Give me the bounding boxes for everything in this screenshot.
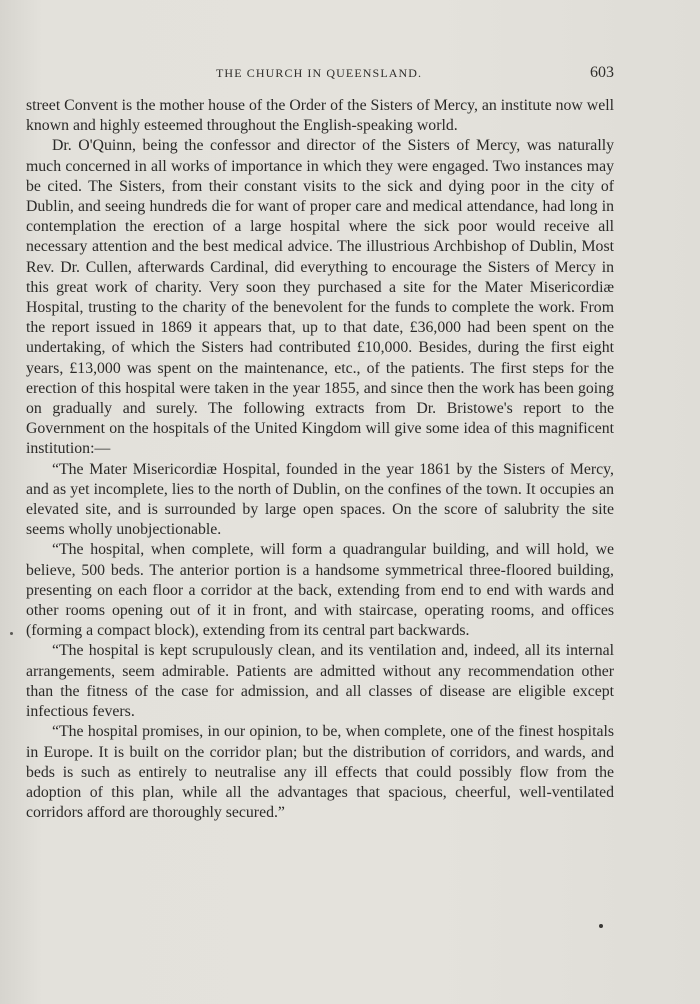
paragraph-quote-founding: “The Mater Misericordiæ Hospital, founded in the year 1861 by the Sisters of Mercy, and as yet incomplete, lies to the north of Dublin, on the confines of the town. It occupies an elevated site, and is surrounded by large open spaces. On the score of salubrity the site seems wholly unobjectionable. [26,460,614,539]
paragraph-continuation: street Convent is the mother house of the Order of the Sisters of Mercy, an institute now well known and highly esteemed throughout the English-speaking world. [26,97,614,135]
page-number: 603 [590,64,614,81]
body-text [26,96,614,823]
margin-speck [10,632,13,635]
paragraph-quote-promise: “The hospital promises, in our opinion, to be, when complete, one of the finest hospitals in Europe. It is built on the corridor plan; but the distribution of corridors, and wards, and beds is such as entirely to neutralise any ill effects that could possibly flow from the adoption of this plan, while all the advantages that spacious, cheerful, well-ventilated corridors afford are thoroughly secured.” [26,723,614,822]
paragraph-quote-cleanliness: “The hospital is kept scrupulously clean, and its ventilation and, indeed, all its internal arrangements, seem admirable. Patients are admitted without any recommendation other than the fitness of the case for admission, and all classes of disease are eligible except infectious fevers. [26,642,614,721]
paragraph-quote-building: “The hospital, when complete, will form a quadrangular building, and will hold, we believe, 500 beds. The anterior portion is a handsome symmetrical three-floored building, presenting on each floor a corridor at the back, extending from end to end with wards and other rooms opening out of it in front, and with staircase, operating rooms, and offices (forming a compact block), extending from its central part backwards. [26,541,614,640]
page-header [26,64,614,84]
running-head: THE CHURCH IN QUEENSLAND. [216,66,423,80]
footer-speck [599,924,603,928]
paragraph-oquinn: Dr. O'Quinn, being the confessor and director of the Sisters of Mercy, was naturally much concerned in all works of importance in which they were engaged. Two instances may be cited. The Sisters, from their constant visits to the sick and dying poor in the city of Dublin, and seeing hundreds die for want of proper care and medical attendance, had long in contemplation the erection of a large hospital where the sick poor would receive all necessary attention and the best medical advice. The illustrious Archbishop of Dublin, Most Rev. Dr. Cullen, afterwards Cardinal, did everything to encourage the Sisters of Mercy in this great work of charity. Very soon they purchased a site for the Mater Misericordiæ Hospital, trusting to the charity of the benevolent for the funds to complete the work. From the report issued in 1869 it appears that, up to that date, £36,000 had been spent on the undertaking, of which the Sisters had contributed £10,000. Besides, during the first eight years, £13,000 was spent on the maintenance, etc., of the patients. The first steps for the erection of this hospital were taken in the year 1855, and since then the work has been going on gradually and surely. The following extracts from Dr. Bristowe's report to the Government on the hospitals of the United Kingdom will give some idea of this magnificent institution:— [26,137,614,458]
